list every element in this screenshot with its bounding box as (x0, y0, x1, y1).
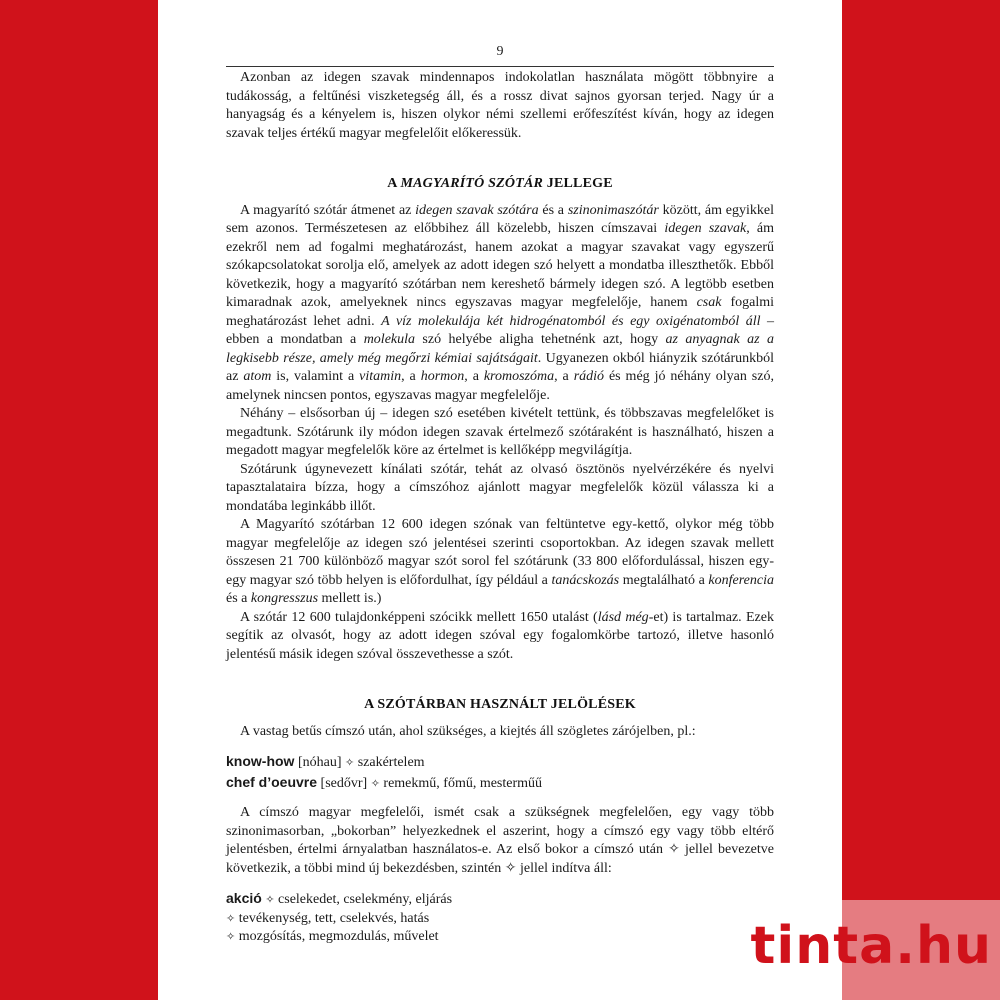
entry-gloss: tevékenység, tett, cselekvés, hatás (235, 910, 430, 926)
paragraph-jellege-2: Néhány – elsősorban új – idegen szó esetében kivételt tettünk, és többszavas megfelelőket is megadtunk. Szótárunk ily módon idegen szavak értelmező szótáraként is használható, hiszen a megadott magyar megfelelők köre az értelmet is kellőképp megvilágítja. (226, 406, 774, 458)
example-entry-know-how (226, 752, 774, 773)
watermark-logo: tinta.hu (750, 916, 992, 976)
paragraph-jellege-1: A magyarító szótár átmenet az idegen szavak szótára és a szinonimaszótár között, ám egyikkel sem azonos. Természetesen az előbbihez áll közelebb, hiszen címszavai idegen szavak, ám ezekről nem ad fogalmi meghatározást, hanem azokat a magyar szavakat vagy egyszerű szókapcsolatokat sorolja elő, amelyek az adott idegen szó helyett a mondatba illeszthetők. Ebből következik, hogy a magyarító szótárban nem kereshető bármely idegen szó. A legtöbb esetben kimaradnak azok, amelyeknek nincs egyszavas magyar megfelelője, hanem csak fogalmi meghatározást lehet adni. A víz molekulája két hidrogénatomból és egy oxigénatomból áll – ebben a mondatban a molekula szó helyébe aligha tehetnénk azt, hogy az anyagnak az a legkisebb része, amely még megőrzi kémiai sajátságait. Ugyanezen okból hiányzik szótárunkból az atom is, valamint a vitamin, a hormon, a kromoszóma, a rádió és még jó néhány olyan szó, amelynek nincsen pontos, egyszavas magyar megfelelője. (226, 202, 775, 403)
entry-headword: know-how (226, 753, 295, 769)
entry-pronunciation: [sedővr] (317, 775, 371, 791)
example-entry-akcio-1 (226, 889, 774, 910)
diamond-star-icon: ✧ (226, 911, 236, 925)
intro-paragraph: Azonban az idegen szavak mindennapos indokolatlan használata mögött többnyire a tudákosság, a feltűnési viszketegség áll, és a rossz divat sajnos gyorsan terjed. Nagy úr a hanyagság és a kényelem is, hiszen olykor némi szellemi erőfeszítést kíván, hogy az idegen szavak teljes értékű magyar megfelelőit előkeressük. (226, 70, 774, 141)
example-entry-akcio-2 (226, 910, 774, 929)
entry-pronunciation: [nóhau] (294, 755, 345, 770)
paragraph-jellege-3: Szótárunk úgynevezett kínálati szótár, tehát az olvasó ösztönös nyelvérzékére és nyelvi tapasztalataira bízza, hogy a címszóhoz ajánlott magyar megfelelők közül válassza ki a mondatába leginkább illőt. (226, 461, 774, 514)
diamond-star-icon: ✧ (265, 893, 275, 906)
entry-gloss: remekmű, főmű, mesterműű (379, 775, 543, 791)
entry-headword: chef d’oeuvre (226, 773, 318, 790)
page-number: 9 (496, 44, 504, 59)
paragraph-jellege-4: A Magyarító szótárban 12 600 idegen szónak van feltüntetve egy-kettő, olykor még több magyar megfelelője az idegen szó jelentései szerinti csoportokban. Az idegen szavak mellett összesen 21 700 különböző magyar szót sorol fel szótárunk (33 800 előfordulással, hiszen egy-egy magyar szó több helyen is előfordulhat, így például a tanácskozás megtalálható a konferencia és a kongresszus mellett is.) (226, 517, 774, 606)
book-page (158, 0, 842, 1000)
paragraph-jelolesek-1: A vastag betűs címszó után, ahol szükséges, a kiejtés áll szögletes zárójelben, pl.: (240, 723, 696, 739)
paragraph-jelolesek-2: A címszó magyar megfelelői, ismét csak a szükségnek megfelelően, egy vagy több szinonimasorban, „bokorban” helyezkednek el aszerint, hogy a címszó egy vagy több eltérő jelentésben, értelmi árnyalatban használatos-e. Az első bokor a címszó után ✧ jellel bevezetve következik, a többi mind új bekezdésben, szintén ✧ jellel indítva áll: (226, 805, 774, 876)
page-content (226, 69, 774, 947)
paragraph-jellege-5: A szótár 12 600 tulajdonképpeni szócikk mellett 1650 utalást (lásd még-et) is tartalmaz. Ezek segítik az olvasót, hogy az adott idegen szóval egy fogalomkörbe tartozó, illetve hasonló jelentésű másik idegen szóval összevethesse a szót. (226, 609, 774, 662)
entry-gloss: cselekedet, cselekmény, eljárás (274, 892, 453, 907)
example-entry-akcio-3 (226, 928, 774, 947)
entry-headword: akció (226, 890, 262, 906)
entry-gloss: mozgósítás, megmozdulás, művelet (235, 929, 439, 944)
section-heading-jellege: A MAGYARÍTÓ SZÓTÁR JELLEGE (387, 176, 613, 191)
header-rule (226, 66, 774, 67)
diamond-star-icon: ✧ (226, 930, 236, 943)
diamond-star-icon: ✧ (344, 756, 355, 769)
diamond-star-icon: ✧ (370, 776, 380, 790)
section-heading-jelolesek: A SZÓTÁRBAN HASZNÁLT JELÖLÉSEK (364, 697, 636, 712)
example-entry-chef-doeuvre (226, 773, 774, 794)
entry-gloss: szakértelem (354, 755, 425, 770)
